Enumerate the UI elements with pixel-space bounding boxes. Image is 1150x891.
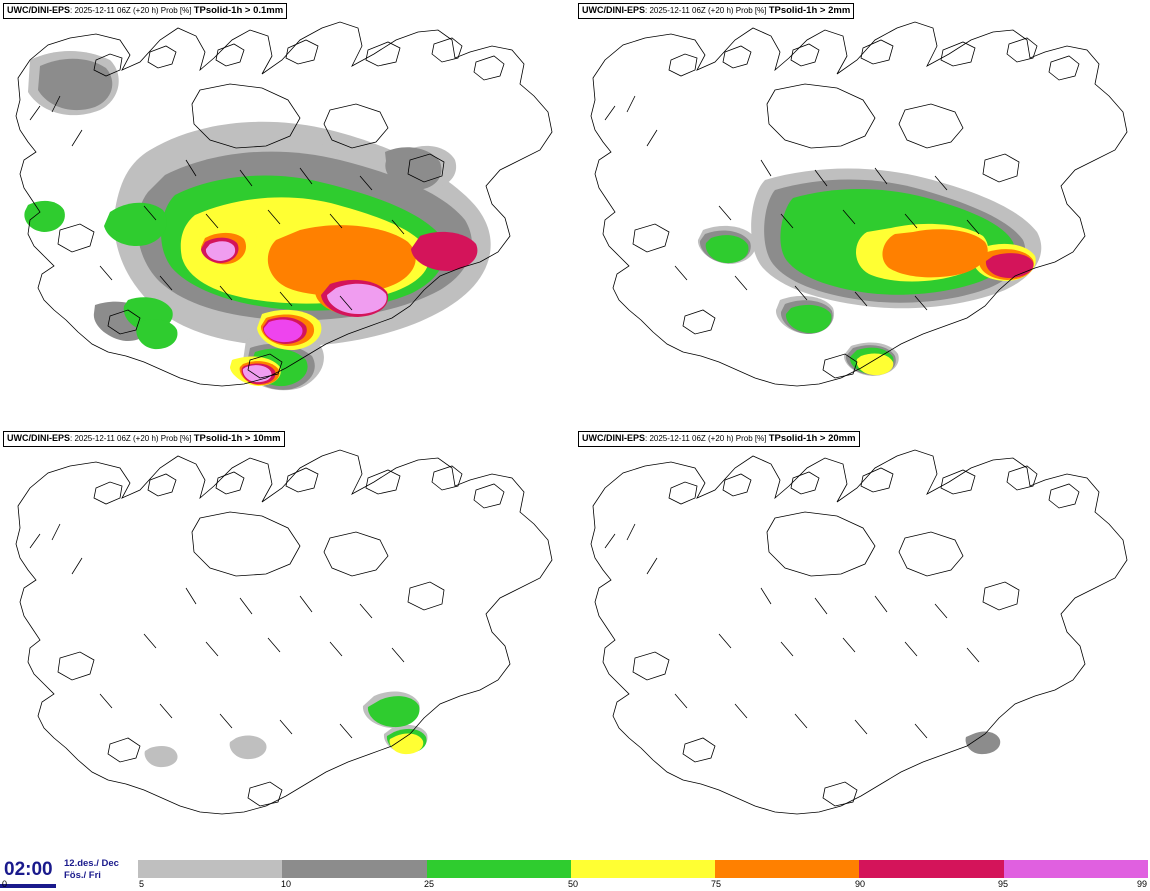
iceland-map-0 — [0, 0, 575, 428]
map-panel-1[interactable] — [575, 0, 1150, 428]
colorbar-tick-25: 25 — [424, 879, 435, 889]
map-canvas-3[interactable] — [575, 428, 1150, 856]
panel-model-1: UWC/DINI-EPS — [582, 5, 645, 15]
valid-weekday: Fös./ Fri — [64, 870, 101, 881]
prob-field-1 — [698, 168, 1041, 376]
colorbar-tick-90: 90 — [855, 879, 866, 889]
map-panel-2[interactable] — [0, 428, 575, 856]
map-canvas-2[interactable] — [0, 428, 575, 856]
colorbar-tick-5: 5 — [139, 879, 145, 889]
panel-title-3 — [578, 431, 860, 447]
colorbar-tick-50: 50 — [568, 879, 579, 889]
valid-time: 02:00 — [4, 859, 53, 880]
panel-model-2: UWC/DINI-EPS — [7, 433, 70, 443]
map-canvas-1[interactable] — [575, 0, 1150, 428]
panel-title-0 — [3, 3, 287, 19]
valid-date: 12.des./ Dec — [64, 858, 119, 869]
iceland-map-3 — [575, 428, 1150, 856]
map-canvas-0[interactable] — [0, 0, 575, 428]
colorbar-swatch-75 — [715, 860, 859, 878]
colorbar-swatch-10 — [282, 860, 426, 878]
panel-variable-2: TPsolid-1h > 10mm — [193, 433, 281, 444]
panel-title-2 — [3, 431, 285, 447]
iceland-map-1 — [575, 0, 1150, 428]
colorbar-tick-10: 10 — [281, 879, 292, 889]
map-panel-0[interactable] — [0, 0, 575, 428]
panel-variable-0: TPsolid-1h > 0.1mm — [193, 5, 284, 16]
iceland-map-2 — [0, 428, 575, 856]
coastline-2 — [16, 450, 552, 814]
panel-variable-1: TPsolid-1h > 2mm — [768, 5, 851, 16]
colorbar-tick-99: 99 — [1137, 879, 1148, 889]
panel-run-2: : 2025-12-11 06Z (+20 h) Prob [%] — [70, 434, 194, 443]
panel-variable-3: TPsolid-1h > 20mm — [768, 433, 856, 444]
prob-field-0 — [24, 51, 490, 390]
coastline-3 — [591, 450, 1127, 814]
colorbar-swatch-90 — [859, 860, 1003, 878]
colorbar[interactable] — [138, 860, 1148, 878]
prob-field-2 — [145, 692, 428, 768]
colorbar-tick-75: 75 — [711, 879, 722, 889]
map-panel-3[interactable] — [575, 428, 1150, 856]
panel-run-1: : 2025-12-11 06Z (+20 h) Prob [%] — [645, 6, 769, 15]
colorbar-ticks — [0, 879, 1150, 891]
colorbar-tick-0: 0 — [2, 879, 8, 889]
colorbar-swatch-95 — [1004, 860, 1148, 878]
footer-bar — [0, 856, 1150, 891]
colorbar-tick-95: 95 — [998, 879, 1009, 889]
panel-run-0: : 2025-12-11 06Z (+20 h) Prob [%] — [70, 6, 194, 15]
panel-title-1 — [578, 3, 854, 19]
colorbar-swatch-50 — [571, 860, 715, 878]
colorbar-swatch-25 — [427, 860, 571, 878]
panel-model-0: UWC/DINI-EPS — [7, 5, 70, 15]
panel-run-3: : 2025-12-11 06Z (+20 h) Prob [%] — [645, 434, 769, 443]
colorbar-swatch-5 — [138, 860, 282, 878]
panel-model-3: UWC/DINI-EPS — [582, 433, 645, 443]
